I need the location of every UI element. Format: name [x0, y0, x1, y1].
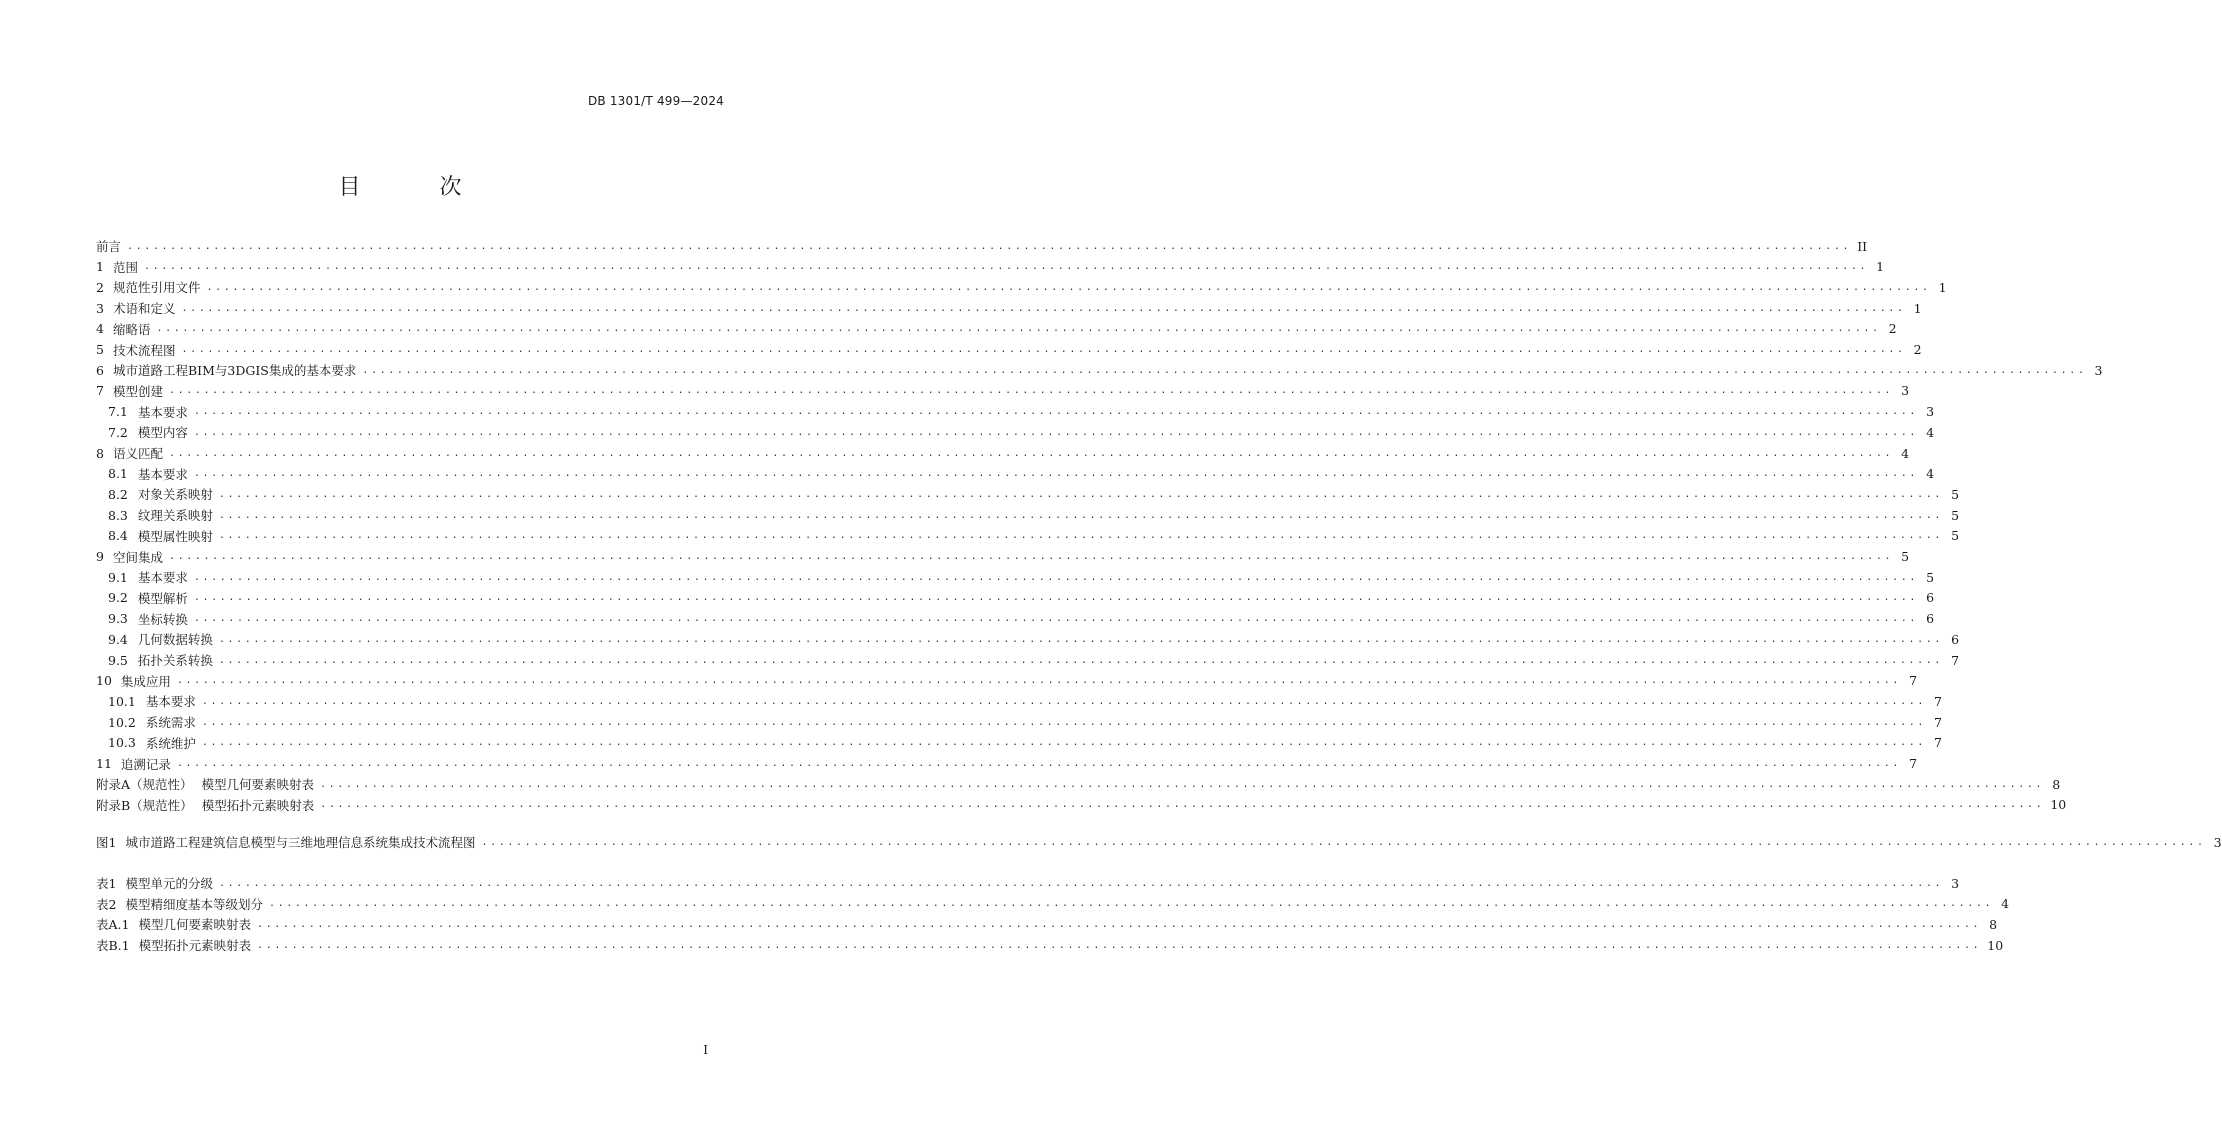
toc-entry-page: 2: [1888, 321, 1897, 337]
toc-entry-number: 9.5: [108, 652, 128, 668]
toc-entry-number: 7.2: [108, 424, 128, 440]
dot-leader: ........................................................................................................................................................................................................: [193, 468, 1919, 480]
toc-entry-title: 模型属性映射: [137, 528, 213, 544]
toc-entry-page: 7: [1934, 714, 1942, 730]
toc-entry-number: 4: [96, 321, 104, 337]
dot-leader: ........................................................................................................................................................................................................: [201, 737, 1926, 749]
toc-entry[interactable]: [96, 402, 1935, 422]
toc-entry-number: 8: [96, 445, 104, 461]
dot-leader: ........................................................................................................................................................................................................: [257, 939, 1982, 951]
toc-entry-title: 基本要求: [145, 694, 196, 710]
table-entry-title: 模型几何要素映射表: [138, 917, 251, 933]
table-entry-number: 表A.1: [96, 917, 130, 933]
toc-entry-number: 9.4: [108, 631, 128, 647]
toc-entry-title: 模型拓扑元素映射表: [201, 797, 315, 813]
dot-leader: ........................................................................................................................................................................................................: [181, 344, 1906, 355]
toc-entry-page: 1: [1876, 259, 1885, 275]
toc-entry-title: 坐标转换: [137, 611, 188, 627]
toc-entry-title: 拓扑关系转换: [137, 653, 213, 668]
toc-entry-number: 8.2: [108, 486, 128, 502]
toc-entry-number: 1: [96, 259, 104, 275]
table-entry-page: 3: [1951, 875, 1960, 891]
toc-entry-title: 追溯记录: [120, 756, 171, 772]
toc-entry-page: 8: [2052, 776, 2061, 792]
toc-entry[interactable]: [96, 340, 1922, 360]
toc-entry-number: 9: [96, 549, 104, 564]
toc-entry[interactable]: [96, 277, 1947, 297]
toc-entry-title: 系统需求: [145, 715, 196, 731]
table-entry-page: 4: [2001, 896, 2010, 912]
toc-entry-page: II: [1857, 238, 1868, 254]
toc-entry-page: 3: [1901, 383, 1910, 399]
toc-entry-title: 范围: [112, 259, 138, 275]
dot-leader: ........................................................................................................................................................................................................: [362, 364, 2087, 376]
toc-entry-title: 模型内容: [137, 425, 188, 441]
page-number: I: [703, 1043, 708, 1057]
table-entry-title: 模型拓扑元素映射表: [138, 938, 252, 954]
toc-entry-title: 基本要求: [137, 466, 188, 482]
toc-entry-title: 模型创建: [112, 383, 163, 399]
toc-entry-page: 6: [1951, 631, 1960, 647]
toc-entry[interactable]: [96, 795, 2067, 815]
toc-entry-page: 1: [1938, 279, 1947, 295]
toc-entry-number: 11: [96, 756, 112, 771]
toc-entry[interactable]: [96, 547, 1910, 567]
toc-entry-page: 4: [1926, 466, 1935, 482]
dot-leader: ........................................................................................................................................................................................................: [320, 799, 2045, 811]
table-entry-page: 10: [1987, 937, 2004, 953]
toc-entry-number: 6: [96, 362, 104, 378]
toc-entry[interactable]: [96, 464, 1935, 484]
toc-entry-page: 6: [1926, 611, 1935, 627]
toc-entry[interactable]: [96, 360, 2103, 380]
toc-entry-page: 6: [1926, 590, 1935, 606]
toc-entry-page: 7: [1934, 693, 1942, 709]
toc-entry-title: 城市道路工程BIM与3DGIS集成的基本要求: [112, 363, 357, 379]
dot-leader: ........................................................................................................................................................................................................: [320, 778, 2045, 790]
toc-entry[interactable]: [96, 567, 1935, 587]
table-entry[interactable]: [96, 914, 1998, 934]
toc-entry-number: 5: [96, 342, 104, 357]
toc-entry-number: 10.2: [108, 714, 136, 730]
toc-entry[interactable]: [96, 671, 1918, 691]
toc-entry[interactable]: [96, 650, 1960, 670]
dot-leader: ........................................................................................................................................................................................................: [218, 509, 1944, 521]
toc-entry-title: 对象关系映射: [137, 487, 213, 503]
toc-entry-page: 5: [1951, 507, 1960, 523]
dot-leader: ........................................................................................................................................................................................................: [218, 488, 1944, 500]
toc-entry[interactable]: [96, 505, 1960, 525]
table-entry-title: 模型精细度基本等级划分: [125, 896, 263, 912]
toc-entry-number: 10.1: [108, 693, 136, 709]
table-entry-number: 表B.1: [96, 938, 130, 954]
toc-entry-page: 7: [1909, 673, 1918, 689]
toc-entry[interactable]: [96, 381, 1910, 401]
toc-entry-page: 5: [1951, 486, 1960, 502]
toc-entry[interactable]: [96, 754, 1918, 774]
toc-entry-title: 几何数据转换: [137, 632, 213, 648]
dot-leader: ........................................................................................................................................................................................................: [176, 675, 1902, 687]
toc-entry-number: 9.1: [108, 569, 128, 585]
toc-entry-number: 附录A（规范性）: [96, 777, 193, 793]
table-entry-number: 表2: [96, 896, 117, 912]
toc-entry-title: 术语和定义: [112, 301, 176, 317]
toc-entry-page: 7: [1909, 756, 1918, 771]
document-id: DB 1301/T 499—2024: [587, 94, 724, 108]
dot-leader: ........................................................................................................................................................................................................: [193, 426, 1919, 438]
figure-entry-page: 3: [2213, 834, 2222, 850]
dot-leader: ........................................................................................................................................................................................................: [201, 716, 1926, 728]
dot-leader: ........................................................................................................................................................................................................: [168, 385, 1894, 397]
table-entry[interactable]: [96, 894, 2010, 914]
toc-entry-page: 3: [1926, 404, 1935, 420]
page-title: 目 次: [338, 175, 498, 200]
dot-leader: ........................................................................................................................................................................................................: [193, 592, 1919, 604]
dot-leader: ........................................................................................................................................................................................................: [481, 836, 2206, 848]
toc-entry[interactable]: [96, 298, 1922, 318]
dot-leader: ........................................................................................................................................................................................................: [143, 261, 1869, 273]
toc-entry[interactable]: [96, 443, 1910, 463]
dot-leader: ........................................................................................................................................................................................................: [218, 654, 1944, 666]
dot-leader: ........................................................................................................................................................................................................: [193, 406, 1919, 418]
toc-entry[interactable]: [96, 774, 2061, 794]
toc-entry[interactable]: [96, 588, 1935, 608]
toc-entry-page: 5: [1951, 528, 1960, 544]
toc-entry-number: 7.1: [108, 404, 128, 420]
toc-entry-number: 8.1: [108, 466, 128, 482]
toc-entry[interactable]: [96, 319, 1897, 339]
toc-entry-page: 10: [2050, 797, 2067, 813]
dot-leader: ........................................................................................................................................................................................................: [193, 571, 1919, 583]
toc-entry-title: 规范性引用文件: [112, 280, 201, 296]
toc-entry[interactable]: [96, 629, 1960, 649]
toc-entry-number: 3: [96, 300, 104, 316]
toc-entry-page: 2: [1913, 342, 1922, 357]
toc-entry-page: 5: [1901, 549, 1910, 564]
toc-entry[interactable]: [96, 609, 1935, 629]
toc-entry[interactable]: [96, 733, 1942, 753]
toc-entry[interactable]: [96, 712, 1942, 732]
toc-entry[interactable]: [96, 526, 1960, 546]
toc-entry-page: 7: [1934, 735, 1942, 751]
table-entry-title: 模型单元的分级: [125, 876, 213, 891]
table-entry-number: 表1: [96, 876, 117, 891]
toc-entry-number: 9.3: [108, 611, 128, 627]
table-entry[interactable]: [96, 873, 1960, 893]
toc-entry-page: 7: [1951, 652, 1960, 668]
dot-leader: ........................................................................................................................................................................................................: [218, 877, 1944, 889]
toc-entry-number: 8.4: [108, 528, 128, 544]
toc-entry-title: 技术流程图: [112, 342, 176, 358]
toc-entry-page: 1: [1913, 300, 1922, 316]
dot-leader: ........................................................................................................................................................................................................: [256, 918, 1982, 930]
toc-entry-title: 缩略语: [112, 321, 151, 337]
dot-leader: ........................................................................................................................................................................................................: [206, 281, 1931, 293]
dot-leader: ........................................................................................................................................................................................................: [268, 898, 1994, 910]
toc-entry-page: 5: [1926, 569, 1935, 585]
toc-entry-page: 3: [2094, 362, 2103, 378]
toc-entry[interactable]: [96, 257, 1885, 277]
toc-entry-title: 系统维护: [145, 735, 196, 751]
figure-entry-number: 图1: [96, 835, 117, 850]
toc-entry[interactable]: [96, 422, 1935, 442]
toc-entry-title: 模型几何要素映射表: [201, 777, 315, 793]
figure-entry[interactable]: [96, 832, 2222, 852]
toc-entry-title: 基本要求: [137, 404, 188, 420]
toc-entry-title: 模型解析: [137, 590, 188, 606]
toc-entry-number: 10: [96, 673, 112, 689]
toc-entry[interactable]: [96, 484, 1960, 504]
dot-leader: ........................................................................................................................................................................................................: [176, 758, 1902, 769]
toc-entry-page: 4: [1926, 424, 1935, 440]
dot-leader: ........................................................................................................................................................................................................: [218, 530, 1944, 542]
table-entry-page: 8: [1989, 916, 1998, 932]
toc-entry-title: 纹理关系映射: [137, 508, 213, 524]
toc-entry-number: 10.3: [108, 735, 136, 751]
dot-leader: ........................................................................................................................................................................................................: [218, 633, 1944, 645]
toc-entry-number: 7: [96, 383, 104, 399]
dot-leader: ........................................................................................................................................................................................................: [127, 240, 1852, 252]
dot-leader: ........................................................................................................................................................................................................: [201, 695, 1926, 707]
dot-leader: ........................................................................................................................................................................................................: [168, 551, 1894, 562]
toc-entry-title: 语义匹配: [112, 446, 163, 461]
toc-entry[interactable]: [96, 691, 1942, 711]
toc-entry-title: 空间集成: [112, 549, 163, 565]
dot-leader: ........................................................................................................................................................................................................: [156, 323, 1881, 335]
toc-entry[interactable]: [96, 236, 1868, 256]
dot-leader: ........................................................................................................................................................................................................: [193, 613, 1919, 625]
toc-entry-title: 集成应用: [120, 673, 171, 689]
toc-entry-number: 附录B（规范性）: [96, 797, 193, 813]
figure-entry-title: 城市道路工程建筑信息模型与三维地理信息系统集成技术流程图: [125, 835, 476, 850]
toc-entry-number: 8.3: [108, 507, 128, 523]
toc-entry-title: 基本要求: [137, 570, 188, 586]
toc-entry-number: 9.2: [108, 590, 128, 606]
dot-leader: ........................................................................................................................................................................................................: [181, 302, 1906, 314]
table-entry[interactable]: [96, 935, 2004, 955]
toc-entry-page: 4: [1901, 445, 1910, 461]
dot-leader: ........................................................................................................................................................................................................: [168, 447, 1894, 459]
toc-entry-title: 前言: [96, 239, 122, 254]
toc-entry-number: 2: [96, 279, 104, 295]
